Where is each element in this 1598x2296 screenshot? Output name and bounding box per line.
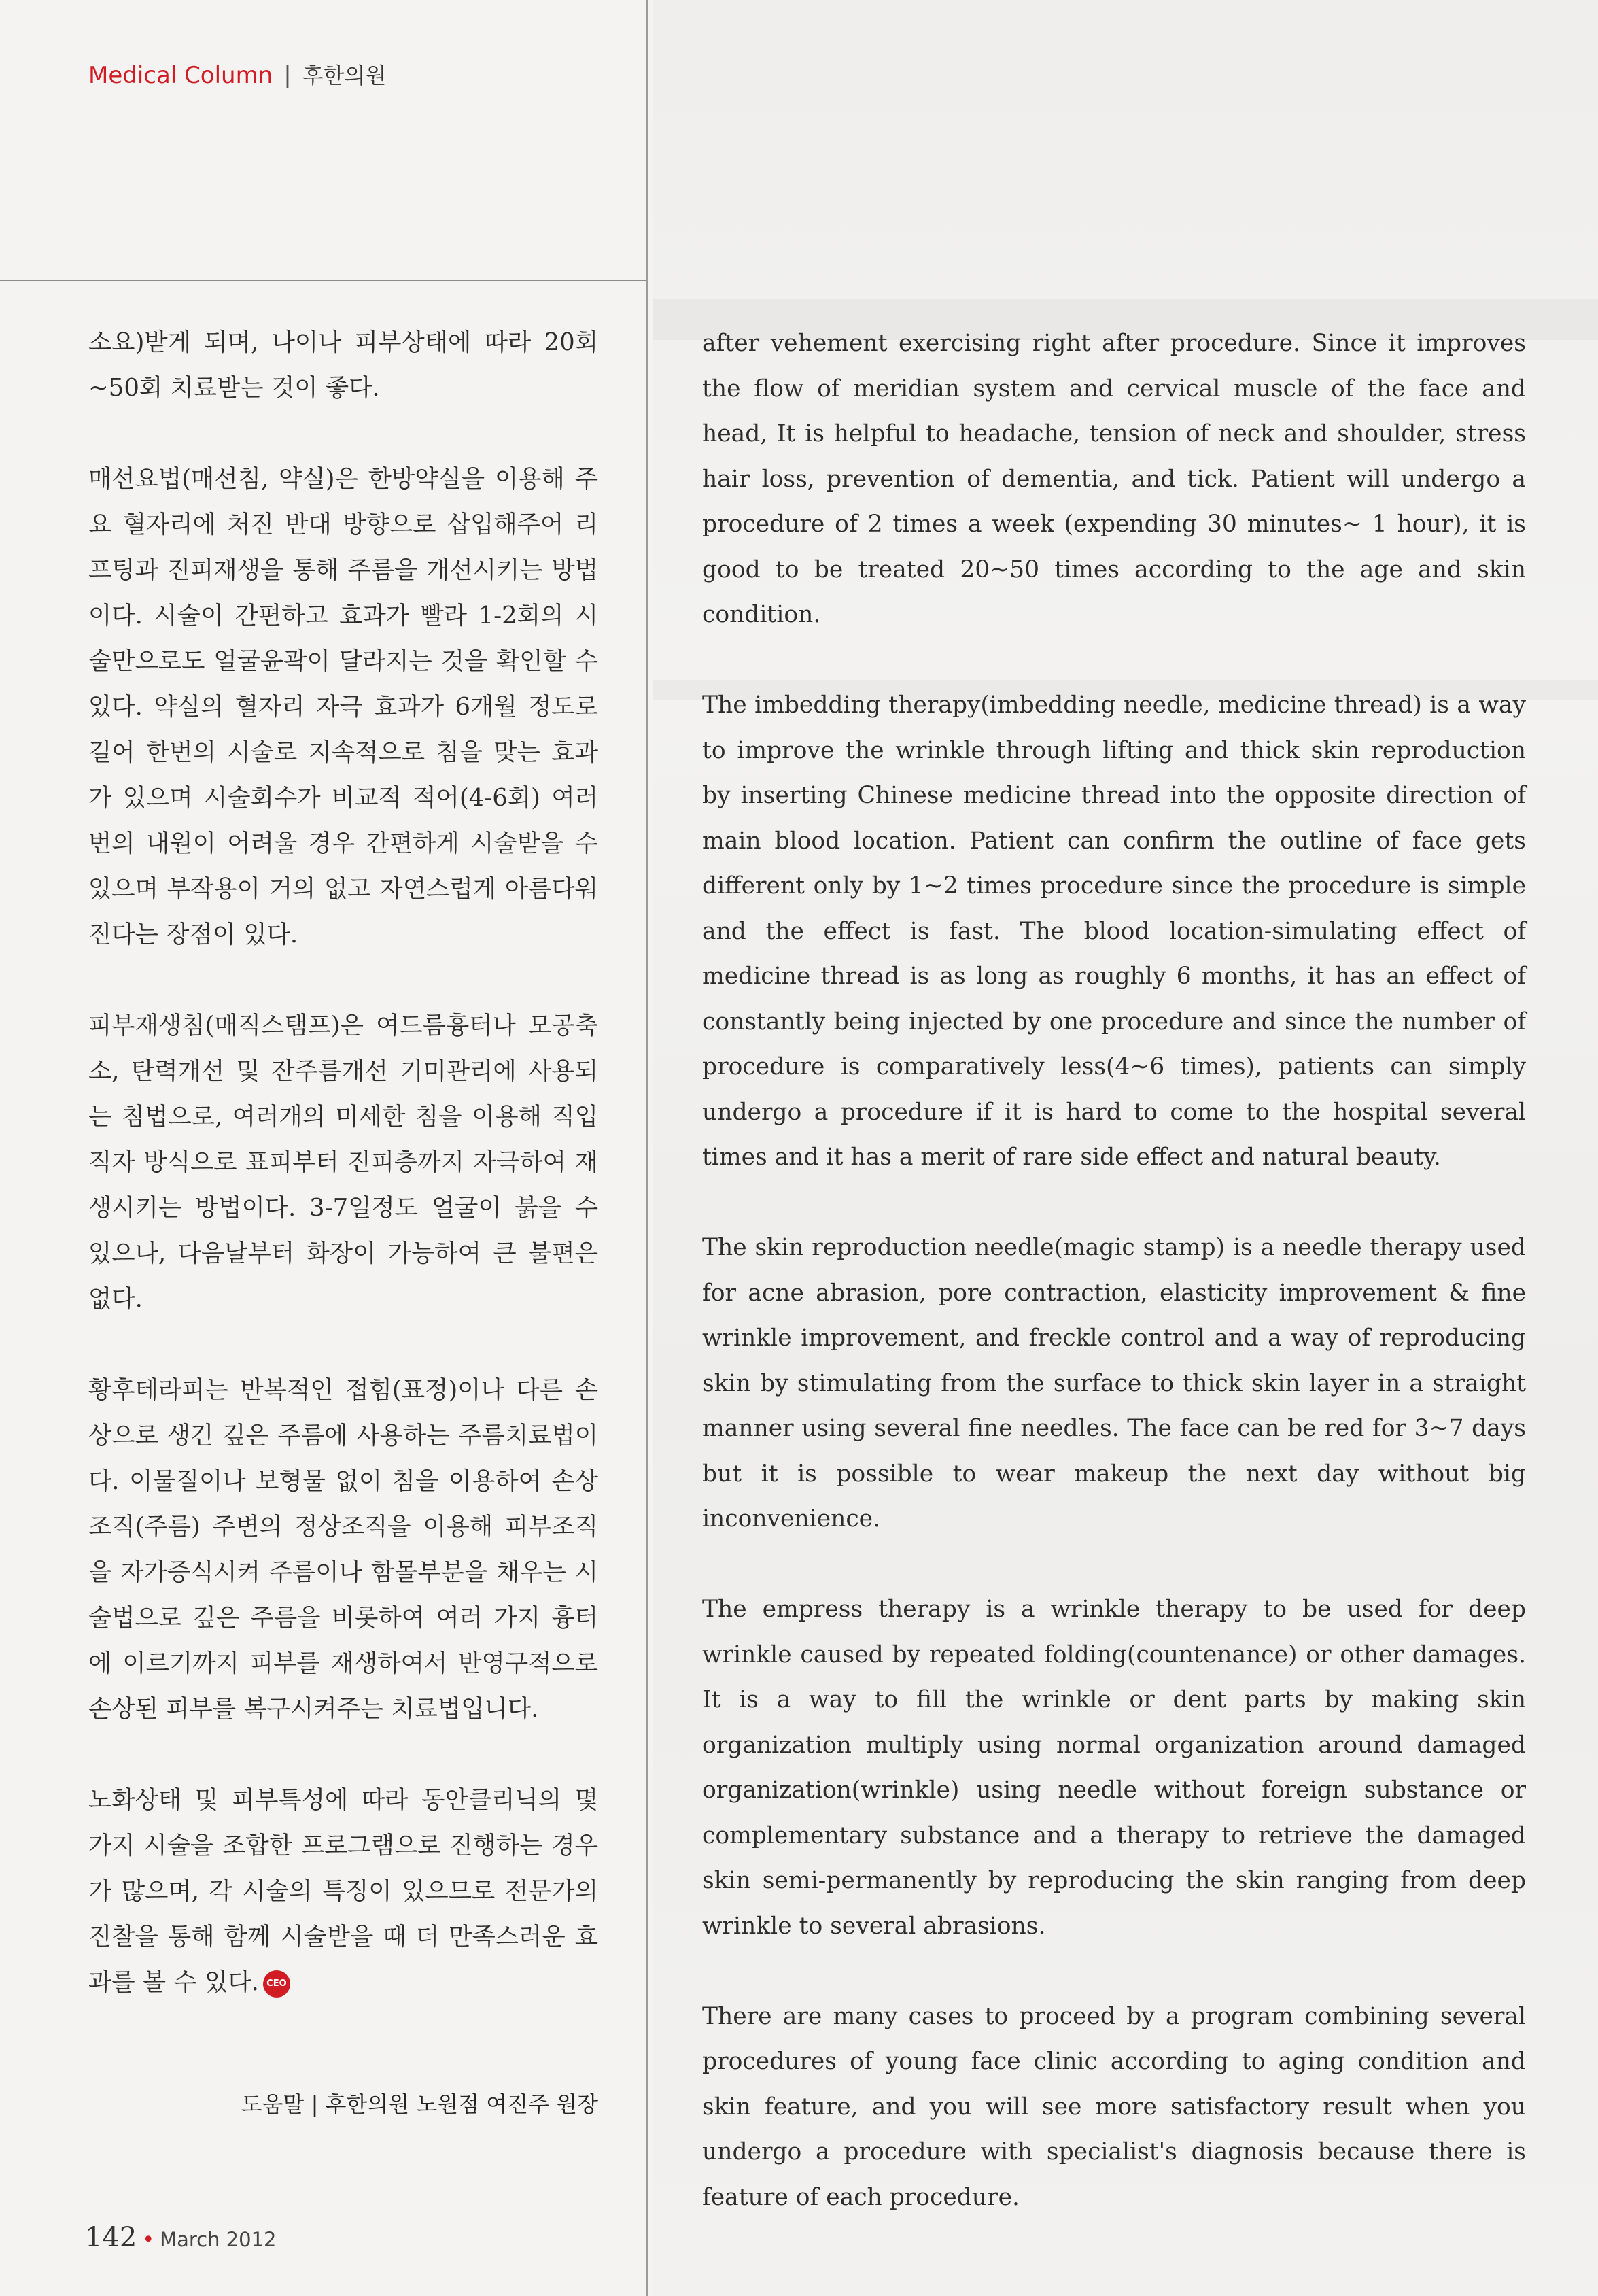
korean-closing-text: 노화상태 및 피부특성에 따라 동안클리닉의 몇 가지 시술을 조합한 프로그램으로 진행하는 경우가 많으며, 각 시술의 특징이 있으므로 전문가의 진찰을 통해 함께 시술받을 때 더 만족스러운 효과를 볼 수 있다. bbox=[88, 1786, 598, 1996]
section-title: Medical Column bbox=[88, 62, 273, 89]
english-column bbox=[702, 321, 1526, 2265]
english-paragraph: after vehement exercising right after procedure. Since it improves the flow of meridian system and cervical muscle of the face and head, It is helpful to headache, tension of neck and shoulder, stress hair loss, prevention of dementia, and tick. Patient will undergo a procedure of 2 times a week (expending 30 minutes~ 1 hour), it is good to be treated 20~50 times according to the age and skin condition. bbox=[702, 330, 1526, 628]
page-footer bbox=[85, 2222, 277, 2253]
korean-paragraph: 매선요법(매선침, 약실)은 한방약실을 이용해 주요 혈자리에 처진 반대 방향으로 삽입해주어 리프팅과 진피재생을 통해 주름을 개선시키는 방법이다. 시술이 간편하고 효과가 빨라 1-2회의 시술만으로도 얼굴윤곽이 달라지는 것을 확인할 수 있다. 약실의 혈자리 자극 효과가 6개월 정도로 길어 한번의 시술로 지속적으로 침을 맞는 효과가 있으며 시술회수가 비교적 적어(4-6회) 여러번의 내원이 어려울 경우 간편하게 시술받을 수 있으며 부작용이 거의 없고 자연스럽게 아름다워진다는 장점이 있다. bbox=[88, 465, 598, 948]
korean-paragraph: 피부재생침(매직스탬프)은 여드름흉터나 모공축소, 탄력개선 및 잔주름개선 기미관리에 사용되는 침법으로, 여러개의 미세한 침을 이용해 직입직자 방식으로 표피부터 진피층까지 자극하여 재생시키는 방법이다. 3-7일정도 얼굴이 붉을 수 있으나, 다음날부터 화장이 가능하여 큰 불편은 없다. bbox=[88, 1012, 598, 1313]
korean-paragraph: 소요)받게 되며, 나이나 피부상태에 따라 20회 ~50회 치료받는 것이 좋다. bbox=[88, 328, 598, 402]
korean-paragraph: 황후테라피는 반복적인 접힘(표정)이나 다른 손상으로 생긴 깊은 주름에 사용하는 주름치료법이다. 이물질이나 보형물 없이 침을 이용하여 손상조직(주름) 주변의 정상조직을 이용해 피부조직을 자가증식시켜 주름이나 함몰부분을 채우는 시술법으로 깊은 주름을 비롯하여 여러 가지 흉터에 이르기까지 피부를 재생하여서 반영구적으로 손상된 피부를 복구시켜주는 치료법입니다. bbox=[88, 1376, 598, 1723]
english-paragraph: The imbedding therapy(imbedding needle, medicine thread) is a way to improve the wrinkle through lifting and thick skin reproduction by inserting Chinese medicine thread into the opposite direction of main blood location. Patient can confirm the outline of face gets different only by 1~2 times procedure since the procedure is simple and the effect is fast. The blood location-simulating effect of medicine thread is as long as roughly 6 months, it has an effect of constantly being injected by one procedure and since the number of procedure is comparatively less(4~6 times), patients can simply undergo a procedure if it is hard to come to the hospital several times and it has a merit of rare side effect and natural beauty. bbox=[702, 691, 1526, 1171]
ceo-logo-icon: CEO bbox=[263, 1970, 290, 1998]
header-separator: | bbox=[283, 62, 292, 89]
english-paragraph: There are many cases to proceed by a program combining several procedures of young face clinic according to aging condition and skin feature, and you will see more satisfactory result when you undergo a procedure with specialist's diagnosis because there is feature of each procedure. bbox=[702, 2002, 1526, 2211]
english-paragraph: The skin reproduction needle(magic stamp) is a needle therapy used for acne abrasion, pore contraction, elasticity improvement & fine wrinkle improvement, and freckle control and a way of reproducing skin by stimulating from the surface to thick skin layer in a straight manner using several fine needles. The face can be red for 3~7 days but it is possible to wear makeup the next day without big inconvenience. bbox=[702, 1234, 1526, 1532]
section-subtitle: 후한의원 bbox=[302, 63, 387, 88]
english-paragraph: The empress therapy is a wrinkle therapy to be used for deep wrinkle caused by repeated folding(countenance) or other damages. It is a way to fill the wrinkle or dent parts by making skin organization multiply using normal organization around damaged organization(wrinkle) using needle without foreign substance or complementary substance and a therapy to retrieve the damaged skin semi-permanently by reproducing the skin ranging from deep wrinkle to several abrasions. bbox=[702, 1596, 1526, 1940]
header-rule bbox=[0, 280, 647, 281]
issue-date: March 2012 bbox=[160, 2228, 277, 2251]
bullet-dot-icon: • bbox=[142, 2228, 155, 2252]
page-header bbox=[88, 58, 386, 90]
korean-paragraph-closing bbox=[88, 1777, 598, 2005]
korean-column bbox=[88, 320, 598, 2051]
author-credit: 도움말 | 후한의원 노원점 여진주 원장 bbox=[241, 2091, 598, 2117]
column-divider bbox=[646, 0, 648, 2296]
page-number: 142 bbox=[85, 2222, 137, 2253]
